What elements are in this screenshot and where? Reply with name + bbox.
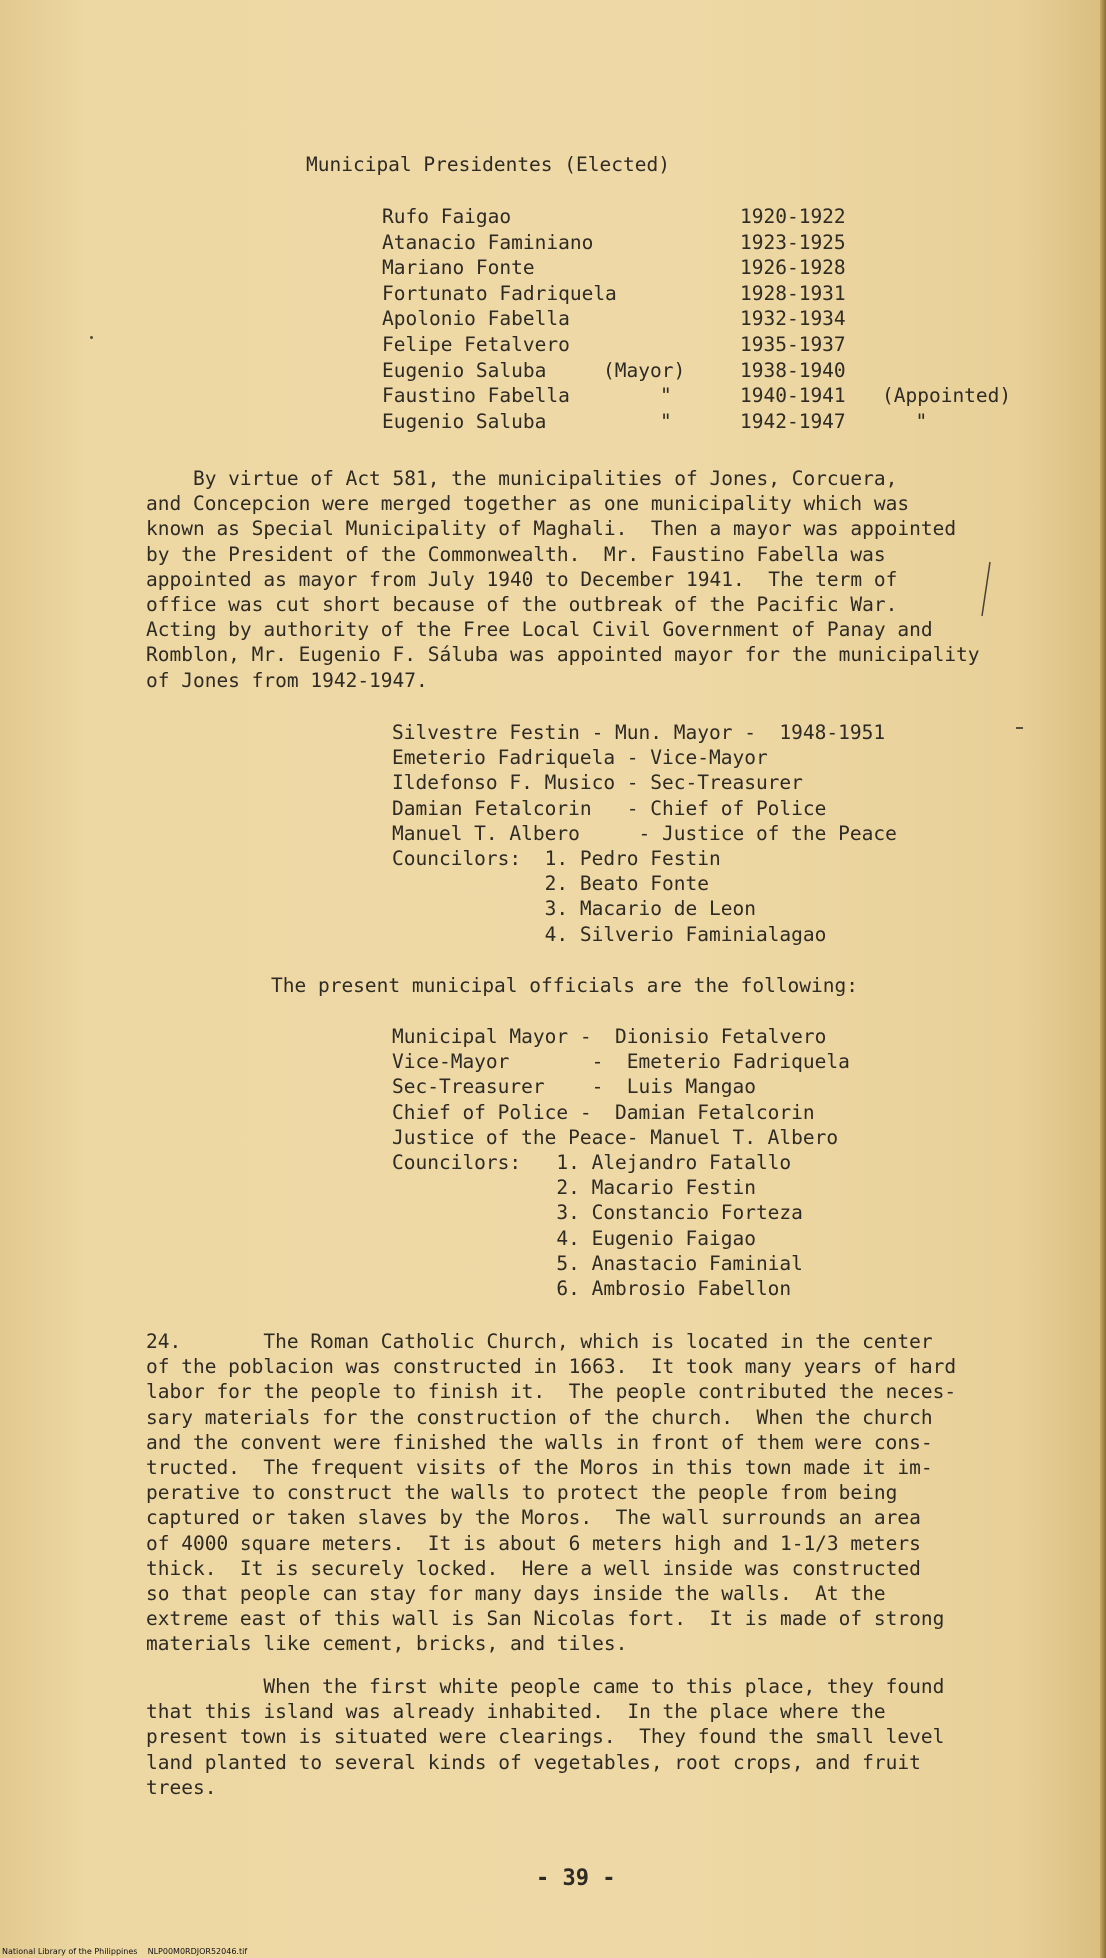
scan-speck <box>1016 727 1023 729</box>
list-item: Justice of the Peace- Manuel T. Albero <box>392 1125 839 1149</box>
text-line: by the President of the Commonwealth. Mr. Faustino Fabella was <box>146 542 886 566</box>
text-line: 24. The Roman Catholic Church, which is located in the center <box>146 1330 933 1353</box>
text-line: so that people can stay for many days inside the walls. At the <box>146 1582 886 1606</box>
text-line: land planted to several kinds of vegetables, root crops, and fruit <box>146 1750 921 1774</box>
list-item: 3. Macario de Leon <box>392 897 756 921</box>
president-name: Mariano Fonte <box>382 256 535 280</box>
text-line: known as Special Municipality of Maghali. Then a mayor was appointed <box>146 517 957 541</box>
president-name: Atanacio Faminiano <box>382 230 594 254</box>
text-line: office was cut short because of the outbreak of the Pacific War. <box>146 593 898 617</box>
paragraph-act-581 <box>146 466 1056 693</box>
list-item: Silvestre Festin - Mun. Mayor - 1948-1951 <box>392 721 886 744</box>
table-row <box>382 281 1022 307</box>
president-years: 1932-1934 <box>740 307 846 331</box>
president-years: 1928-1931 <box>740 281 846 305</box>
text-line: tructed. The frequent visits of the Moros in this town made it im- <box>146 1456 933 1480</box>
table-row <box>382 204 1022 230</box>
president-years: 1942-1947 <box>740 409 846 433</box>
list-item: Ildefonso F. Musico - Sec-Treasurer <box>392 771 803 795</box>
table-row <box>382 230 1022 256</box>
present-officials-heading: The present municipal officials are the following: <box>271 974 858 997</box>
paragraph-church <box>146 1329 1056 1657</box>
scan-footer-caption: National Library of the Philippines NLP00M0RDJOR52046.tif <box>2 1947 248 1956</box>
page-edge <box>1100 0 1106 1958</box>
president-extra: " <box>892 409 928 433</box>
text-line: When the first white people came to this place, they found <box>146 1675 945 1698</box>
table-row <box>382 332 1022 358</box>
text-line: perative to construct the walls to protect the people from being <box>146 1481 898 1505</box>
list-item: Sec-Treasurer - Luis Mangao <box>392 1075 756 1099</box>
present-officials-list <box>392 1024 850 1301</box>
text-line: that this island was already inhabited. In the place where the <box>146 1700 886 1724</box>
text-line: of 4000 square meters. It is about 6 meters high and 1-1/3 meters <box>146 1531 921 1555</box>
text-line: thick. It is securely locked. Here a well inside was constructed <box>146 1556 921 1580</box>
text-line: extreme east of this wall is San Nicolas fort. It is made of strong <box>146 1607 945 1631</box>
list-item: Councilors: 1. Pedro Festin <box>392 847 721 871</box>
text-line: present town is situated were clearings. They found the small level <box>146 1725 945 1749</box>
text-line: Romblon, Mr. Eugenio F. Sáluba was appointed mayor for the municipality <box>146 643 980 667</box>
president-name: Apolonio Fabella <box>382 307 570 331</box>
table-row <box>382 409 1022 435</box>
heading-presidentes: Municipal Presidentes (Elected) <box>306 153 670 176</box>
text-line: of Jones from 1942-1947. <box>146 668 428 692</box>
president-years: 1926-1928 <box>740 256 846 280</box>
table-row <box>382 383 1022 409</box>
president-extra: (Appointed) <box>882 384 1012 408</box>
president-name: Eugenio Saluba <box>382 409 547 433</box>
list-item: 4. Eugenio Faigao <box>392 1226 756 1250</box>
table-row <box>382 306 1022 332</box>
table-row <box>382 358 1022 384</box>
president-years: 1923-1925 <box>740 230 846 254</box>
text-line: By virtue of Act 581, the municipalities of Jones, Corcuera, <box>146 467 898 490</box>
president-note: " <box>660 384 672 408</box>
text-line: of the poblacion was constructed in 1663. It took many years of hard <box>146 1355 957 1379</box>
president-note: " <box>660 409 672 433</box>
list-item: 6. Ambrosio Fabellon <box>392 1277 792 1301</box>
president-note: (Mayor) <box>603 358 686 382</box>
president-name: Felipe Fetalvero <box>382 333 570 356</box>
text-line: sary materials for the construction of the church. When the church <box>146 1405 933 1429</box>
text-line: trees. <box>146 1775 217 1799</box>
list-item: Chief of Police - Damian Fetalcorin <box>392 1100 815 1124</box>
scan-speck <box>90 336 93 339</box>
president-name: Fortunato Fadriquela <box>382 281 617 305</box>
list-item: 3. Constancio Forteza <box>392 1201 803 1225</box>
list-item: 2. Beato Fonte <box>392 872 709 896</box>
list-item: Emeterio Fadriquela - Vice-Mayor <box>392 746 768 770</box>
president-name: Faustino Fabella <box>382 384 570 408</box>
text-line: and Concepcion were merged together as one municipality which was <box>146 492 910 516</box>
list-item: Municipal Mayor - Dionisio Fetalvero <box>392 1025 827 1048</box>
table-row <box>382 255 1022 281</box>
paragraph-white-people <box>146 1674 1056 1800</box>
list-item: Councilors: 1. Alejandro Fatallo <box>392 1151 792 1175</box>
list-item: Manuel T. Albero - Justice of the Peace <box>392 821 897 845</box>
text-line: and the convent were finished the walls in front of them were cons- <box>146 1430 933 1454</box>
text-line: labor for the people to finish it. The people contributed the neces- <box>146 1380 957 1404</box>
president-name: Eugenio Saluba <box>382 358 547 382</box>
president-years: 1940-1941 <box>740 384 846 408</box>
president-years: 1920-1922 <box>740 205 846 228</box>
list-item: 2. Macario Festin <box>392 1176 756 1200</box>
text-line: materials like cement, bricks, and tiles. <box>146 1632 628 1656</box>
list-item: Vice-Mayor - Emeterio Fadriquela <box>392 1050 850 1074</box>
list-item: 5. Anastacio Faminial <box>392 1251 803 1275</box>
text-line: Acting by authority of the Free Local Civil Government of Panay and <box>146 618 933 642</box>
officials-1948-list <box>392 720 897 947</box>
pen-mark-decoration <box>976 560 996 620</box>
page-number: - 39 - <box>536 1866 616 1891</box>
president-years: 1935-1937 <box>740 333 846 356</box>
president-name: Rufo Faigao <box>382 205 512 228</box>
text-line: appointed as mayor from July 1940 to December 1941. The term of <box>146 567 898 591</box>
president-years: 1938-1940 <box>740 358 846 382</box>
list-item: Damian Fetalcorin - Chief of Police <box>392 796 827 820</box>
list-item: 4. Silverio Faminialagao <box>392 922 827 946</box>
text-line: captured or taken slaves by the Moros. The wall surrounds an area <box>146 1506 921 1530</box>
